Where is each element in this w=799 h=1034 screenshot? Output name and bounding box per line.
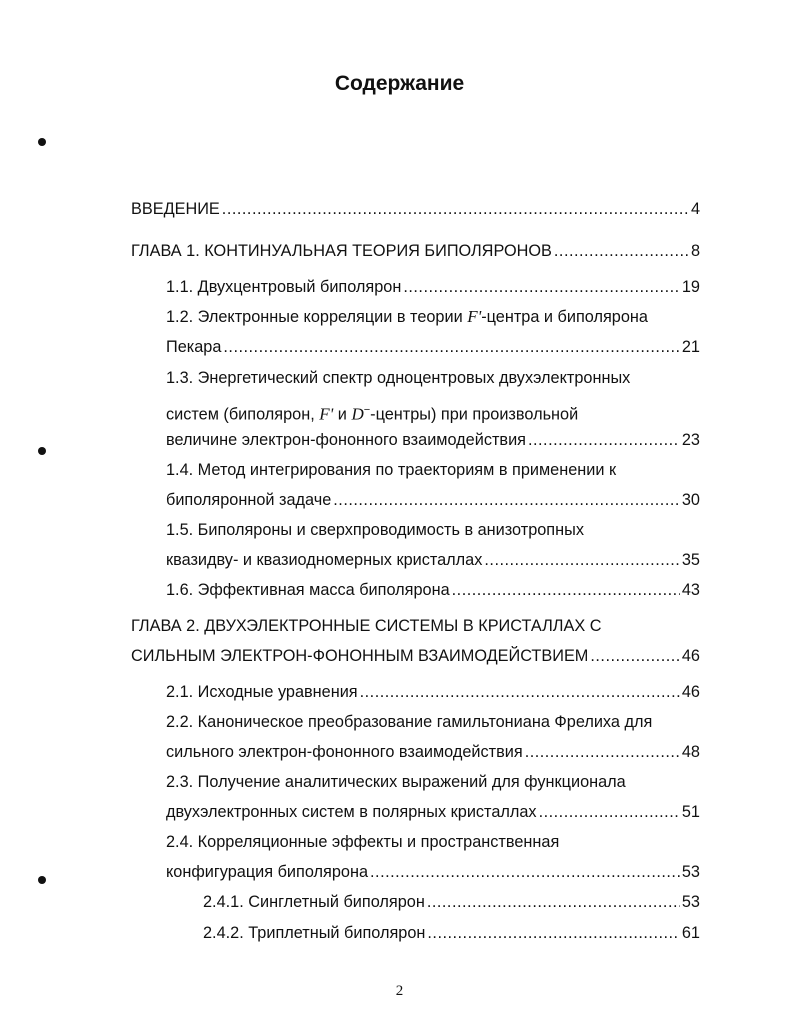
toc-entry-page: 19	[681, 278, 700, 296]
toc-entry-chapter-2-line-1[interactable]: ГЛАВА 2. ДВУХЭЛЕКТРОННЫЕ СИСТЕМЫ В КРИСТАЛЛАХ С	[131, 617, 602, 635]
margin-bullet	[38, 138, 46, 146]
leader-dots	[403, 277, 680, 297]
toc-entry-1-2[interactable]	[166, 337, 700, 357]
toc-entry-label: 2.1. Исходные уравнения	[166, 683, 358, 701]
toc-entry-page: 61	[681, 924, 700, 942]
toc-entry-page: 30	[681, 491, 700, 509]
toc-entry-label: 1.1. Двухцентровый биполярон	[166, 278, 402, 296]
toc-entry-page: 21	[681, 338, 700, 356]
math-symbol: D	[351, 404, 364, 424]
toc-entry-page: 35	[681, 551, 700, 569]
toc-entry-page: 53	[681, 893, 700, 911]
toc-entry-1-1[interactable]	[166, 277, 700, 297]
toc-entry-intro[interactable]	[131, 199, 700, 219]
leader-dots	[452, 580, 680, 600]
toc-entry-2-4[interactable]	[166, 862, 700, 882]
toc-entry-label: 1.6. Эффективная масса биполярона	[166, 581, 450, 599]
toc-entry-2-4-1[interactable]	[203, 892, 700, 912]
toc-entry-text: -центра и биполярона	[481, 308, 648, 326]
toc-entry-page: 4	[690, 200, 700, 218]
toc-entry-label: двухэлектронных систем в полярных кристаллах	[166, 803, 537, 821]
toc-entry-page: 46	[681, 683, 700, 701]
toc-entry-label: Пекара	[166, 338, 222, 356]
toc-entry-text: -центры) при произвольной	[370, 405, 579, 424]
toc-entry-label: ГЛАВА 1. КОНТИНУАЛЬНАЯ ТЕОРИЯ БИПОЛЯРОНОВ	[131, 242, 552, 260]
toc-entry-1-2-line-1[interactable]	[166, 307, 648, 327]
math-symbol: F'	[467, 307, 482, 326]
leader-dots	[539, 802, 680, 822]
toc-entry-1-3-line-1[interactable]: 1.3. Энергетический спектр одноцентровых двухэлектронных	[166, 369, 631, 387]
page-title: Содержание	[334, 72, 465, 95]
leader-dots	[590, 646, 680, 666]
leader-dots	[528, 430, 680, 450]
toc-entry-label: биполяронной задаче	[166, 491, 332, 509]
toc-entry-page: 53	[681, 863, 700, 881]
leader-dots	[484, 550, 679, 570]
leader-dots	[223, 337, 679, 357]
toc-entry-label: 2.4.1. Синглетный биполярон	[203, 893, 425, 911]
toc-entry-label: 2.4.2. Триплетный биполярон	[203, 924, 426, 942]
toc-entry-1-4-line-1[interactable]: 1.4. Метод интегрирования по траекториям в применении к	[166, 461, 617, 479]
toc-entry-page: 48	[681, 743, 700, 761]
toc-entry-label: величине электрон-фононного взаимодействия	[166, 431, 526, 449]
toc-entry-chapter-2[interactable]	[131, 646, 700, 666]
margin-bullet	[38, 876, 46, 884]
toc-entry-text: и	[333, 405, 352, 424]
leader-dots	[333, 490, 680, 510]
toc-entry-page: 23	[681, 431, 700, 449]
toc-entry-1-3[interactable]	[166, 430, 700, 450]
toc-entry-page: 46	[681, 647, 700, 665]
leader-dots	[554, 241, 689, 261]
margin-bullet	[38, 447, 46, 455]
toc-entry-2-2-line-1[interactable]: 2.2. Каноническое преобразование гамильтониана Фрелиха для	[166, 713, 653, 731]
toc-entry-1-6[interactable]	[166, 580, 700, 600]
toc-entry-page: 43	[681, 581, 700, 599]
toc-entry-label: СИЛЬНЫМ ЭЛЕКТРОН-ФОНОННЫМ ВЗАИМОДЕЙСТВИЕМ	[131, 647, 589, 665]
leader-dots	[222, 199, 689, 219]
toc-entry-page: 51	[681, 803, 700, 821]
toc-entry-2-4-line-1[interactable]: 2.4. Корреляционные эффекты и пространственная	[166, 833, 560, 851]
toc-entry-2-3-line-1[interactable]: 2.3. Получение аналитических выражений для функционала	[166, 773, 626, 791]
toc-entry-text: 1.2. Электронные корреляции в теории	[166, 308, 468, 326]
math-symbol: F'	[319, 404, 334, 424]
toc-entry-label: конфигурация биполярона	[166, 863, 369, 881]
leader-dots	[427, 923, 679, 943]
toc-entry-2-1[interactable]	[166, 682, 700, 702]
math-superscript: −	[363, 404, 371, 416]
toc-entry-text: систем (биполярон,	[166, 405, 320, 424]
leader-dots	[370, 862, 680, 882]
toc-entry-1-5-line-1[interactable]: 1.5. Биполяроны и сверхпроводимость в анизотропных	[166, 521, 584, 539]
leader-dots	[360, 682, 680, 702]
toc-entry-2-3[interactable]	[166, 802, 700, 822]
toc-entry-2-4-2[interactable]	[203, 923, 700, 943]
page-number: 2	[395, 983, 404, 999]
toc-entry-1-3-line-2[interactable]	[166, 400, 578, 424]
toc-entry-chapter-1[interactable]	[131, 241, 700, 261]
toc-entry-2-2[interactable]	[166, 742, 700, 762]
leader-dots	[525, 742, 680, 762]
toc-entry-1-4[interactable]	[166, 490, 700, 510]
toc-entry-1-5[interactable]	[166, 550, 700, 570]
toc-entry-label: квазидву- и квазиодномерных кристаллах	[166, 551, 483, 569]
toc-entry-page: 8	[690, 242, 700, 260]
leader-dots	[427, 892, 680, 912]
toc-entry-label: ВВЕДЕНИЕ	[131, 200, 220, 218]
toc-entry-label: сильного электрон-фононного взаимодействия	[166, 743, 523, 761]
